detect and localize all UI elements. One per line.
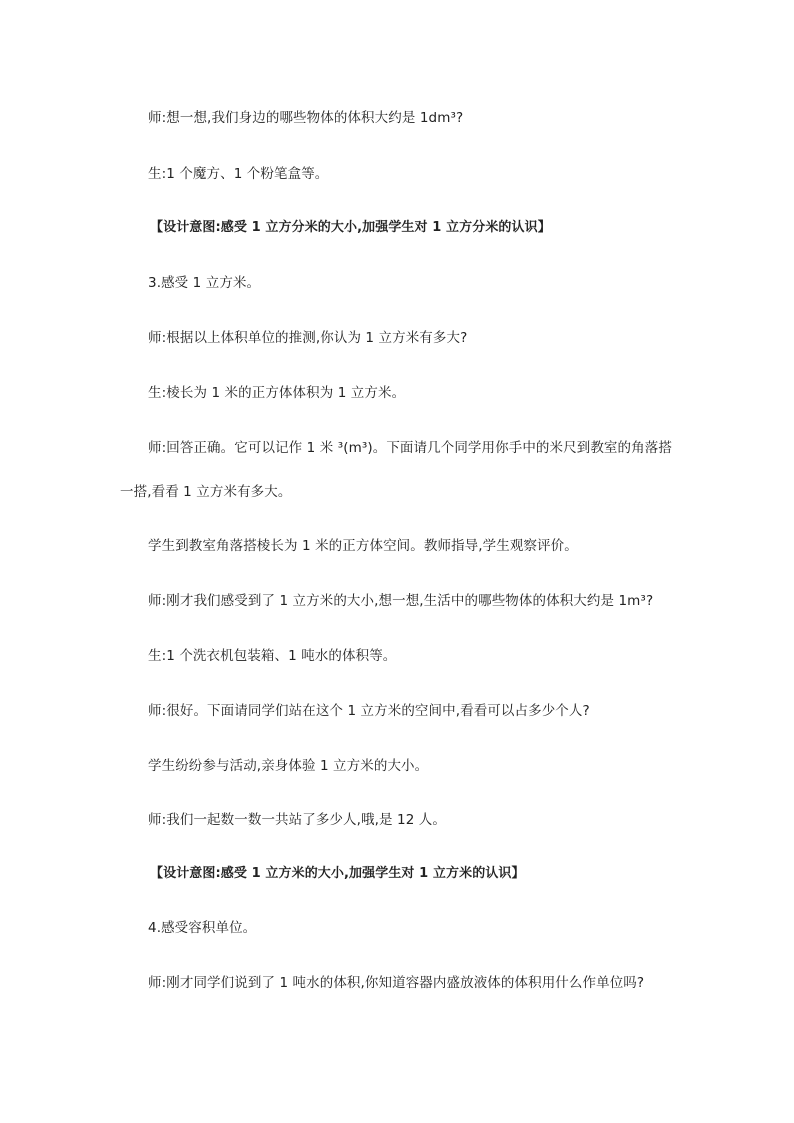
paragraph-student-answer-1: 生:1 个魔方、1 个粉笔盒等。	[148, 166, 329, 182]
paragraph-student-answer-3: 生:1 个洗衣机包装箱、1 吨水的体积等。	[148, 648, 397, 664]
paragraph-teacher-correct: 师:回答正确。它可以记作 1 米 ³(m³)。下面请几个同学用你手中的米尺到教室的角落搭	[148, 440, 672, 456]
section-heading-4: 4.感受容积单位。	[148, 920, 257, 936]
paragraph-teacher-question-1m3: 师:根据以上体积单位的推测,你认为 1 立方米有多大?	[148, 330, 468, 346]
section-heading-3: 3.感受 1 立方米。	[148, 275, 261, 291]
design-intent-1: 【设计意图:感受 1 立方分米的大小,加强学生对 1 立方分米的认识】	[150, 220, 551, 235]
paragraph-teacher-count: 师:我们一起数一数一共站了多少人,哦,是 12 人。	[148, 812, 446, 828]
paragraph-teacher-correct-continued: 一搭,看看 1 立方米有多大。	[120, 484, 292, 500]
paragraph-teacher-question-1dm3: 师:想一想,我们身边的哪些物体的体积大约是 1dm³?	[148, 110, 464, 126]
paragraph-student-answer-2: 生:棱长为 1 米的正方体体积为 1 立方米。	[148, 385, 406, 401]
paragraph-student-activity-2: 学生纷纷参与活动,亲身体验 1 立方米的大小。	[148, 758, 429, 774]
paragraph-teacher-question-volume-unit: 师:刚才同学们说到了 1 吨水的体积,你知道容器内盛放液体的体积用什么作单位吗?	[148, 975, 645, 991]
design-intent-2: 【设计意图:感受 1 立方米的大小,加强学生对 1 立方米的认识】	[150, 866, 525, 881]
paragraph-student-activity-1: 学生到教室角落搭棱长为 1 米的正方体空间。教师指导,学生观察评价。	[148, 538, 578, 554]
paragraph-teacher-instruction: 师:很好。下面请同学们站在这个 1 立方米的空间中,看看可以占多少个人?	[148, 703, 590, 719]
paragraph-teacher-question-objects: 师:刚才我们感受到了 1 立方米的大小,想一想,生活中的哪些物体的体积大约是 1m³?	[148, 593, 654, 609]
